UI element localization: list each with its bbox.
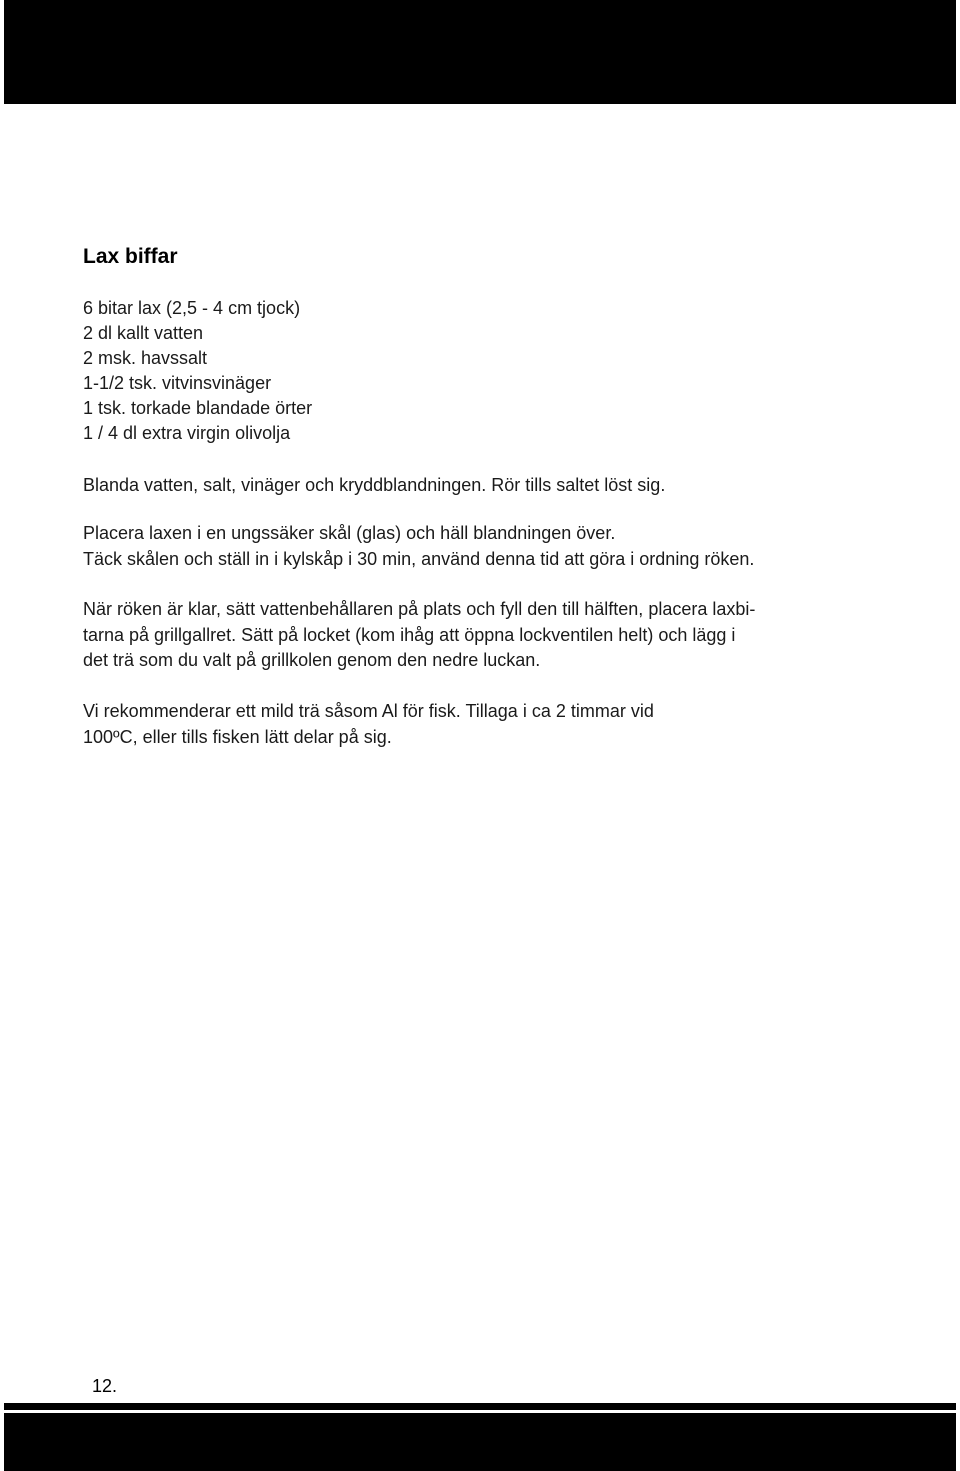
instruction-line: det trä som du valt på grillkolen genom den nedre luckan. [83,650,541,670]
instruction-paragraph [83,597,755,674]
instruction-line: Placera laxen i en ungssäker skål (glas) och häll blandningen över. [83,523,616,543]
header-bar [4,0,956,104]
footer-rule [4,1403,956,1410]
ingredient-item: 2 dl kallt vatten [83,323,204,343]
page-number: 12. [92,1376,118,1396]
instruction-line: Blanda vatten, salt, vinäger och kryddblandningen. Rör tills saltet löst sig. [83,475,666,495]
instruction-paragraph [83,521,754,572]
instruction-line: Täck skålen och ställ in i kylskåp i 30 min, använd denna tid att göra i ordning röken. [83,548,755,569]
instruction-paragraph [83,699,654,750]
instruction-line: När röken är klar, sätt vattenbehållaren på plats och fyll den till hälften, placera laxbi- [83,599,756,619]
recipe-title: Lax biffar [83,245,178,268]
ingredient-item: 2 msk. havssalt [83,348,208,368]
footer-bar [4,1413,956,1471]
ingredient-item: 1-1/2 tsk. vitvinsvinäger [83,373,272,393]
ingredient-item: 1 tsk. torkade blandade örter [83,398,313,418]
instruction-line: tarna på grillgallret. Sätt på locket (kom ihåg att öppna lockventilen helt) och lägg i [83,624,736,645]
ingredient-item: 6 bitar lax (2,5 - 4 cm tjock) [83,298,301,318]
instruction-line: 100ºC, eller tills fisken lätt delar på sig. [83,726,392,747]
instruction-paragraph [83,473,665,499]
ingredient-item: 1 / 4 dl extra virgin olivolja [83,423,291,443]
instruction-line: Vi rekommenderar ett mild trä såsom Al för fisk. Tillaga i ca 2 timmar vid [83,701,654,721]
ingredient-list [83,296,312,446]
